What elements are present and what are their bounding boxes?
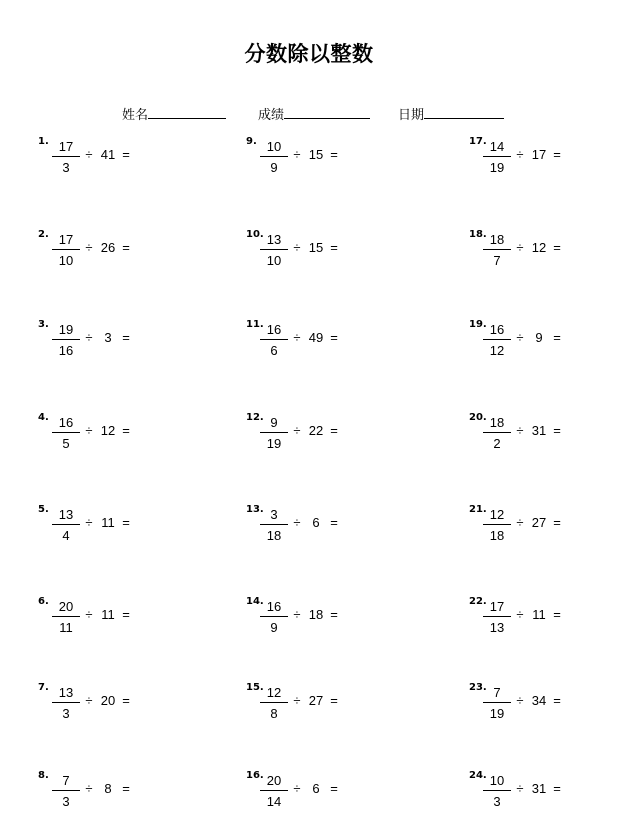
equals-sign: = bbox=[553, 147, 561, 162]
fraction bbox=[260, 598, 288, 636]
fraction bbox=[260, 138, 288, 176]
divide-sign: ÷ bbox=[293, 693, 301, 708]
expression-rest bbox=[513, 515, 563, 530]
fraction-numerator: 13 bbox=[58, 507, 74, 522]
divisor: 9 bbox=[535, 330, 543, 345]
fraction bbox=[483, 598, 511, 636]
fraction bbox=[260, 414, 288, 452]
fraction-denominator: 12 bbox=[489, 343, 505, 358]
fraction-denominator: 18 bbox=[266, 528, 282, 543]
fraction-numerator: 18 bbox=[489, 415, 505, 430]
fraction-denominator: 11 bbox=[59, 620, 73, 635]
divide-sign: ÷ bbox=[85, 147, 93, 162]
equals-sign: = bbox=[553, 607, 561, 622]
problem-item bbox=[38, 504, 198, 548]
divisor: 41 bbox=[100, 147, 116, 162]
date-label: 日期 bbox=[398, 108, 425, 123]
fraction-bar bbox=[260, 616, 288, 617]
expression-rest bbox=[290, 607, 340, 622]
fraction bbox=[260, 684, 288, 722]
problem-item bbox=[38, 770, 198, 814]
problem-item bbox=[469, 136, 618, 180]
divisor: 11 bbox=[101, 607, 115, 622]
fraction-denominator: 7 bbox=[493, 253, 501, 268]
equals-sign: = bbox=[122, 515, 130, 530]
divide-sign: ÷ bbox=[85, 781, 93, 796]
fraction-bar bbox=[483, 524, 511, 525]
fraction-numerator: 16 bbox=[58, 415, 74, 430]
divide-sign: ÷ bbox=[516, 330, 524, 345]
problem-item bbox=[469, 770, 618, 814]
fraction-denominator: 9 bbox=[270, 160, 278, 175]
problem-number: 3. bbox=[38, 319, 49, 330]
date-field bbox=[398, 104, 504, 123]
problem-item bbox=[38, 412, 198, 456]
fraction-bar bbox=[260, 524, 288, 525]
problem-number: 1. bbox=[38, 136, 49, 147]
fraction bbox=[52, 598, 80, 636]
fraction-denominator: 6 bbox=[270, 343, 278, 358]
equals-sign: = bbox=[330, 515, 338, 530]
fraction bbox=[483, 414, 511, 452]
divide-sign: ÷ bbox=[293, 423, 301, 438]
fraction-numerator: 16 bbox=[266, 322, 282, 337]
fraction-bar bbox=[483, 339, 511, 340]
expression-rest bbox=[513, 693, 563, 708]
problem-number: 10. bbox=[246, 229, 264, 240]
expression-rest bbox=[513, 423, 563, 438]
fraction-bar bbox=[483, 432, 511, 433]
problem-item bbox=[469, 229, 618, 273]
equals-sign: = bbox=[553, 515, 561, 530]
expression-rest bbox=[290, 781, 340, 796]
expression-rest bbox=[513, 147, 563, 162]
fraction bbox=[483, 321, 511, 359]
divisor: 27 bbox=[308, 693, 324, 708]
expression-rest bbox=[513, 330, 563, 345]
equals-sign: = bbox=[553, 781, 561, 796]
equals-sign: = bbox=[122, 781, 130, 796]
problem-number: 2. bbox=[38, 229, 49, 240]
equals-sign: = bbox=[330, 147, 338, 162]
fraction-bar bbox=[52, 616, 80, 617]
divide-sign: ÷ bbox=[293, 607, 301, 622]
problem-number: 6. bbox=[38, 596, 49, 607]
fraction-numerator: 10 bbox=[489, 773, 505, 788]
fraction-bar bbox=[52, 339, 80, 340]
fraction bbox=[483, 684, 511, 722]
problem-item bbox=[246, 136, 406, 180]
fraction-numerator: 3 bbox=[270, 507, 278, 522]
expression-rest bbox=[290, 240, 340, 255]
divisor: 31 bbox=[531, 423, 547, 438]
fraction-denominator: 13 bbox=[489, 620, 505, 635]
divide-sign: ÷ bbox=[85, 423, 93, 438]
expression-rest bbox=[82, 423, 132, 438]
fraction bbox=[52, 231, 80, 269]
name-label: 姓名 bbox=[122, 108, 149, 123]
divide-sign: ÷ bbox=[293, 781, 301, 796]
fraction-numerator: 13 bbox=[266, 232, 282, 247]
fraction-denominator: 3 bbox=[493, 794, 501, 809]
fraction bbox=[52, 138, 80, 176]
fraction-numerator: 12 bbox=[266, 685, 282, 700]
fraction-numerator: 16 bbox=[266, 599, 282, 614]
fraction-denominator: 5 bbox=[62, 436, 70, 451]
fraction-bar bbox=[52, 702, 80, 703]
divisor: 11 bbox=[532, 607, 546, 622]
expression-rest bbox=[82, 240, 132, 255]
fraction-bar bbox=[52, 156, 80, 157]
fraction-numerator: 17 bbox=[58, 232, 74, 247]
divide-sign: ÷ bbox=[516, 515, 524, 530]
fraction-bar bbox=[260, 249, 288, 250]
equals-sign: = bbox=[330, 240, 338, 255]
equals-sign: = bbox=[122, 423, 130, 438]
divisor: 15 bbox=[308, 240, 324, 255]
expression-rest bbox=[290, 693, 340, 708]
fraction-numerator: 16 bbox=[489, 322, 505, 337]
problem-item bbox=[38, 136, 198, 180]
equals-sign: = bbox=[330, 607, 338, 622]
fraction-numerator: 7 bbox=[493, 685, 501, 700]
equals-sign: = bbox=[122, 240, 130, 255]
fraction-denominator: 9 bbox=[270, 620, 278, 635]
fraction-bar bbox=[483, 156, 511, 157]
expression-rest bbox=[290, 423, 340, 438]
problem-number: 18. bbox=[469, 229, 487, 240]
problem-item bbox=[38, 682, 198, 726]
divide-sign: ÷ bbox=[516, 781, 524, 796]
problem-item bbox=[469, 319, 618, 363]
score-field bbox=[258, 104, 370, 123]
expression-rest bbox=[82, 147, 132, 162]
problem-number: 22. bbox=[469, 596, 487, 607]
problem-number: 4. bbox=[38, 412, 49, 423]
divide-sign: ÷ bbox=[85, 607, 93, 622]
divisor: 22 bbox=[308, 423, 324, 438]
divisor: 31 bbox=[531, 781, 547, 796]
problem-item bbox=[38, 596, 198, 640]
fraction bbox=[52, 321, 80, 359]
problem-number: 16. bbox=[246, 770, 264, 781]
problem-number: 20. bbox=[469, 412, 487, 423]
fraction-denominator: 19 bbox=[489, 160, 505, 175]
problem-item bbox=[38, 319, 198, 363]
fraction-denominator: 10 bbox=[266, 253, 282, 268]
fraction-numerator: 20 bbox=[266, 773, 282, 788]
fraction bbox=[260, 772, 288, 810]
equals-sign: = bbox=[330, 693, 338, 708]
fraction-denominator: 8 bbox=[270, 706, 278, 721]
expression-rest bbox=[82, 330, 132, 345]
fraction bbox=[52, 772, 80, 810]
problem-number: 5. bbox=[38, 504, 49, 515]
divisor: 6 bbox=[312, 515, 320, 530]
equals-sign: = bbox=[330, 423, 338, 438]
problem-item bbox=[246, 412, 406, 456]
divisor: 49 bbox=[308, 330, 324, 345]
fraction bbox=[52, 414, 80, 452]
fraction-bar bbox=[52, 790, 80, 791]
fraction bbox=[260, 321, 288, 359]
divisor: 11 bbox=[101, 515, 115, 530]
divide-sign: ÷ bbox=[293, 240, 301, 255]
problem-number: 19. bbox=[469, 319, 487, 330]
fraction-numerator: 17 bbox=[489, 599, 505, 614]
fraction-bar bbox=[260, 790, 288, 791]
divisor: 8 bbox=[104, 781, 112, 796]
problem-item bbox=[246, 682, 406, 726]
fraction bbox=[52, 506, 80, 544]
fraction bbox=[52, 684, 80, 722]
divide-sign: ÷ bbox=[85, 330, 93, 345]
divide-sign: ÷ bbox=[516, 423, 524, 438]
problem-number: 8. bbox=[38, 770, 49, 781]
problem-number: 17. bbox=[469, 136, 487, 147]
name-blank-line bbox=[148, 106, 226, 119]
problem-item bbox=[246, 770, 406, 814]
problem-item bbox=[246, 319, 406, 363]
divide-sign: ÷ bbox=[85, 240, 93, 255]
fraction-denominator: 18 bbox=[489, 528, 505, 543]
divisor: 15 bbox=[308, 147, 324, 162]
fraction-numerator: 18 bbox=[489, 232, 505, 247]
expression-rest bbox=[82, 515, 132, 530]
divide-sign: ÷ bbox=[516, 147, 524, 162]
equals-sign: = bbox=[553, 693, 561, 708]
fraction-denominator: 3 bbox=[62, 160, 70, 175]
fraction-numerator: 17 bbox=[58, 139, 74, 154]
problem-item bbox=[469, 412, 618, 456]
divide-sign: ÷ bbox=[85, 693, 93, 708]
fraction-numerator: 9 bbox=[270, 415, 278, 430]
problem-item bbox=[469, 682, 618, 726]
fraction-bar bbox=[260, 702, 288, 703]
fraction-bar bbox=[52, 249, 80, 250]
divide-sign: ÷ bbox=[85, 515, 93, 530]
expression-rest bbox=[290, 515, 340, 530]
fraction-bar bbox=[483, 790, 511, 791]
divisor: 26 bbox=[100, 240, 116, 255]
expression-rest bbox=[82, 607, 132, 622]
fraction-numerator: 7 bbox=[62, 773, 70, 788]
fraction-bar bbox=[483, 616, 511, 617]
fraction bbox=[260, 506, 288, 544]
fraction-denominator: 10 bbox=[58, 253, 74, 268]
fraction bbox=[483, 231, 511, 269]
divisor: 17 bbox=[531, 147, 547, 162]
expression-rest bbox=[513, 781, 563, 796]
fraction-bar bbox=[483, 702, 511, 703]
expression-rest bbox=[290, 330, 340, 345]
problem-number: 21. bbox=[469, 504, 487, 515]
fraction-denominator: 16 bbox=[58, 343, 74, 358]
fraction-numerator: 13 bbox=[58, 685, 74, 700]
divisor: 12 bbox=[531, 240, 547, 255]
divide-sign: ÷ bbox=[516, 693, 524, 708]
equals-sign: = bbox=[122, 607, 130, 622]
divide-sign: ÷ bbox=[293, 515, 301, 530]
fraction-bar bbox=[260, 339, 288, 340]
divisor: 18 bbox=[308, 607, 324, 622]
problem-number: 7. bbox=[38, 682, 49, 693]
page-title: 分数除以整数 bbox=[244, 42, 374, 66]
equals-sign: = bbox=[330, 330, 338, 345]
fraction-bar bbox=[260, 156, 288, 157]
problem-item bbox=[246, 229, 406, 273]
fraction-numerator: 19 bbox=[58, 322, 74, 337]
divide-sign: ÷ bbox=[516, 240, 524, 255]
fraction-numerator: 14 bbox=[489, 139, 505, 154]
divide-sign: ÷ bbox=[293, 330, 301, 345]
fraction-denominator: 3 bbox=[62, 794, 70, 809]
fraction-denominator: 4 bbox=[62, 528, 70, 543]
score-blank-line bbox=[284, 106, 370, 119]
expression-rest bbox=[513, 607, 563, 622]
name-field bbox=[122, 104, 226, 123]
fraction-bar bbox=[52, 524, 80, 525]
divisor: 34 bbox=[531, 693, 547, 708]
divisor: 3 bbox=[104, 330, 112, 345]
divide-sign: ÷ bbox=[293, 147, 301, 162]
divisor: 6 bbox=[312, 781, 320, 796]
problem-item bbox=[38, 229, 198, 273]
equals-sign: = bbox=[122, 693, 130, 708]
fraction-numerator: 10 bbox=[266, 139, 282, 154]
equals-sign: = bbox=[553, 240, 561, 255]
problem-number: 23. bbox=[469, 682, 487, 693]
equals-sign: = bbox=[553, 423, 561, 438]
divisor: 20 bbox=[100, 693, 116, 708]
fraction-bar bbox=[260, 432, 288, 433]
problem-number: 12. bbox=[246, 412, 264, 423]
fraction-denominator: 3 bbox=[62, 706, 70, 721]
problem-item bbox=[469, 504, 618, 548]
fraction-denominator: 2 bbox=[493, 436, 501, 451]
fraction-denominator: 19 bbox=[489, 706, 505, 721]
problem-number: 14. bbox=[246, 596, 264, 607]
equals-sign: = bbox=[122, 330, 130, 345]
problem-number: 15. bbox=[246, 682, 264, 693]
equals-sign: = bbox=[553, 330, 561, 345]
expression-rest bbox=[82, 693, 132, 708]
fraction bbox=[483, 506, 511, 544]
fraction bbox=[483, 772, 511, 810]
problem-item bbox=[246, 596, 406, 640]
problem-number: 11. bbox=[246, 319, 264, 330]
score-label: 成绩 bbox=[258, 108, 285, 123]
fraction-numerator: 20 bbox=[58, 599, 74, 614]
problem-number: 24. bbox=[469, 770, 487, 781]
expression-rest bbox=[513, 240, 563, 255]
fraction-bar bbox=[52, 432, 80, 433]
fraction bbox=[260, 231, 288, 269]
expression-rest bbox=[82, 781, 132, 796]
divisor: 27 bbox=[531, 515, 547, 530]
fraction-bar bbox=[483, 249, 511, 250]
fraction-numerator: 12 bbox=[489, 507, 505, 522]
problem-number: 13. bbox=[246, 504, 264, 515]
problem-item bbox=[246, 504, 406, 548]
divisor: 12 bbox=[100, 423, 116, 438]
equals-sign: = bbox=[122, 147, 130, 162]
divide-sign: ÷ bbox=[516, 607, 524, 622]
fraction-denominator: 14 bbox=[266, 794, 282, 809]
equals-sign: = bbox=[330, 781, 338, 796]
problem-item bbox=[469, 596, 618, 640]
problem-number: 9. bbox=[246, 136, 257, 147]
expression-rest bbox=[290, 147, 340, 162]
fraction-denominator: 19 bbox=[266, 436, 282, 451]
date-blank-line bbox=[424, 106, 504, 119]
fraction bbox=[483, 138, 511, 176]
